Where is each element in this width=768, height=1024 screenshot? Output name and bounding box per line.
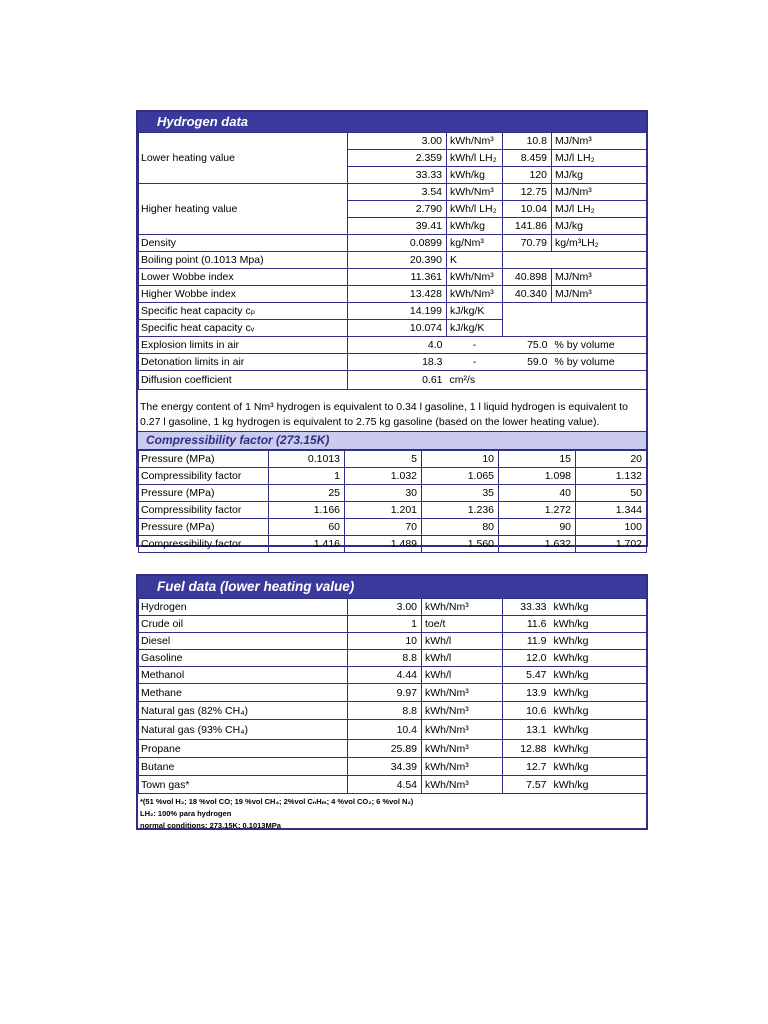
property-value-2: 70.79 (503, 235, 552, 252)
compress-value: 25 (269, 485, 345, 502)
fuel-value: 8.8 (348, 702, 422, 720)
fuel-footnotes (138, 794, 646, 836)
fuel-value-kg: 12.0 (503, 650, 551, 667)
fuel-row (139, 616, 647, 633)
lhv-unit-mj: MJ/kg (552, 167, 647, 184)
fuel-label: Natural gas (82% CH₄) (139, 702, 348, 720)
fuel-unit-kg: kWh/kg (551, 720, 647, 740)
fuel-row (139, 702, 647, 720)
fuel-value: 25.89 (348, 740, 422, 758)
fuel-row (139, 650, 647, 667)
fuel-row (139, 720, 647, 740)
hhv-unit: kWh/Nm³ (447, 184, 503, 201)
compress-value: 1.065 (422, 468, 499, 485)
compress-value: 0.1013 (269, 451, 345, 468)
fuel-row (139, 667, 647, 684)
density-row (139, 235, 647, 252)
detonation-limits-row (139, 354, 647, 371)
compress-value: 40 (499, 485, 576, 502)
compress-label: Pressure (MPa) (139, 519, 269, 536)
fuel-unit-kg: kWh/kg (551, 758, 647, 776)
fuel-value-kg: 33.33 (503, 599, 551, 616)
fuel-unit: toe/t (422, 616, 503, 633)
fuel-unit-kg: kWh/kg (551, 633, 647, 650)
fuel-label: Butane (139, 758, 348, 776)
fuel-unit: kWh/Nm³ (422, 599, 503, 616)
lhv-value: 3.00 (348, 133, 447, 150)
fuel-value-kg: 12.88 (503, 740, 551, 758)
property-unit-2: MJ/Nm³ (552, 286, 647, 303)
property-value: 10.074 (348, 320, 447, 337)
fuel-unit: kWh/Nm³ (422, 776, 503, 794)
lower-wobbe-row (139, 269, 647, 286)
compress-value: 1.272 (499, 502, 576, 519)
fuel-value: 1 (348, 616, 422, 633)
fuel-row (139, 599, 647, 616)
limit-label: Explosion limits in air (139, 337, 348, 354)
property-label: Boiling point (0.1013 Mpa) (139, 252, 348, 269)
compress-label: Compressibility factor (139, 502, 269, 519)
hhv-value-mj: 141.86 (503, 218, 552, 235)
fuel-value: 8.8 (348, 650, 422, 667)
hhv-unit: kWh/l LH₂ (447, 201, 503, 218)
fuel-label: Hydrogen (139, 599, 348, 616)
property-unit-2: kg/m³LH₂ (552, 235, 647, 252)
lhv-value: 2.359 (348, 150, 447, 167)
compress-row (139, 451, 647, 468)
compress-row (139, 502, 647, 519)
higher-wobbe-row (139, 286, 647, 303)
compress-label: Compressibility factor (139, 536, 269, 553)
fuel-label: Gasoline (139, 650, 348, 667)
compress-value: 1.560 (422, 536, 499, 553)
fuel-row (139, 740, 647, 758)
fuel-value: 3.00 (348, 599, 422, 616)
compress-value: 1.201 (345, 502, 422, 519)
compress-value: 70 (345, 519, 422, 536)
property-unit: kJ/kg/K (447, 303, 503, 320)
fuel-label: Town gas* (139, 776, 348, 794)
lhv-unit: kWh/Nm³ (447, 133, 503, 150)
empty-cell (503, 252, 647, 269)
limit-label: Detonation limits in air (139, 354, 348, 371)
hhv-value: 39.41 (348, 218, 447, 235)
fuel-unit-kg: kWh/kg (551, 702, 647, 720)
fuel-value-kg: 10.6 (503, 702, 551, 720)
lhv-unit: kWh/l LH₂ (447, 150, 503, 167)
hhv-value: 2.790 (348, 201, 447, 218)
fuel-unit-kg: kWh/kg (551, 667, 647, 684)
property-unit: kWh/Nm³ (447, 286, 503, 303)
lhv-unit-mj: MJ/Nm³ (552, 133, 647, 150)
fuel-unit: kWh/l (422, 650, 503, 667)
hydrogen-data-title: Hydrogen data (138, 112, 646, 132)
property-unit: kJ/kg/K (447, 320, 503, 337)
compress-value: 1.166 (269, 502, 345, 519)
fuel-unit: kWh/l (422, 667, 503, 684)
fuel-data-panel (136, 574, 648, 830)
compress-value: 30 (345, 485, 422, 502)
fuel-data-title: Fuel data (lower heating value) (138, 576, 646, 598)
compressibility-table (138, 450, 647, 553)
fuel-value-kg: 7.57 (503, 776, 551, 794)
fuel-unit-kg: kWh/kg (551, 650, 647, 667)
fuel-table (138, 598, 647, 794)
compress-label: Pressure (MPa) (139, 485, 269, 502)
hhv-value-mj: 12.75 (503, 184, 552, 201)
compress-value: 1.132 (576, 468, 647, 485)
diffusion-row (139, 371, 647, 390)
property-value-2: 40.898 (503, 269, 552, 286)
fuel-unit-kg: kWh/kg (551, 616, 647, 633)
compress-value: 1.236 (422, 502, 499, 519)
fuel-unit: kWh/Nm³ (422, 684, 503, 702)
fuel-value: 34.39 (348, 758, 422, 776)
lhv-unit-mj: MJ/l LH₂ (552, 150, 647, 167)
limit-unit: % by volume (552, 354, 647, 371)
property-label: Higher Wobbe index (139, 286, 348, 303)
energy-equivalence-note: The energy content of 1 Nm³ hydrogen is equivalent to 0.34 l gasoline, 1 l liquid hydrogen is equivalent to 0.27 l gasoline, 1 kg hydrogen is equivalent to 2.75 kg gasoline (based on the lower heating value). (140, 401, 628, 428)
limit-low: 4.0 (348, 337, 447, 354)
fuel-unit-kg: kWh/kg (551, 776, 647, 794)
property-unit: kg/Nm³ (447, 235, 503, 252)
fuel-label: Methane (139, 684, 348, 702)
hhv-row (139, 184, 647, 201)
compress-value: 50 (576, 485, 647, 502)
lhv-value: 33.33 (348, 167, 447, 184)
compress-value: 1.032 (345, 468, 422, 485)
limit-separator: - (447, 354, 503, 371)
property-value-2: 40.340 (503, 286, 552, 303)
compress-value: 1.702 (576, 536, 647, 553)
property-label: Lower Wobbe index (139, 269, 348, 286)
diffusion-value: 0.61 (348, 371, 447, 390)
fuel-value: 4.54 (348, 776, 422, 794)
empty-cell (503, 303, 647, 320)
fuel-row (139, 633, 647, 650)
fuel-value: 9.97 (348, 684, 422, 702)
compress-value: 20 (576, 451, 647, 468)
lh2-note: LH₂: 100% para hydrogen (140, 809, 232, 818)
hhv-unit-mj: MJ/Nm³ (552, 184, 647, 201)
lhv-value-mj: 10.8 (503, 133, 552, 150)
boiling-point-row (139, 252, 647, 269)
compress-value: 10 (422, 451, 499, 468)
fuel-unit: kWh/Nm³ (422, 740, 503, 758)
lhv-label: Lower heating value (139, 133, 348, 184)
compress-value: 1 (269, 468, 345, 485)
diffusion-label: Diffusion coefficient (139, 371, 348, 390)
fuel-unit: kWh/Nm³ (422, 702, 503, 720)
explosion-limits-row (139, 337, 647, 354)
compress-value: 35 (422, 485, 499, 502)
fuel-value-kg: 13.9 (503, 684, 551, 702)
fuel-unit: kWh/Nm³ (422, 758, 503, 776)
fuel-value-kg: 12.7 (503, 758, 551, 776)
hhv-unit: kWh/kg (447, 218, 503, 235)
compress-value: 1.632 (499, 536, 576, 553)
fuel-row (139, 684, 647, 702)
limit-unit: % by volume (552, 337, 647, 354)
compress-label: Compressibility factor (139, 468, 269, 485)
property-value: 13.428 (348, 286, 447, 303)
compress-value: 1.098 (499, 468, 576, 485)
property-value: 14.199 (348, 303, 447, 320)
fuel-unit-kg: kWh/kg (551, 684, 647, 702)
compress-row (139, 485, 647, 502)
cv-row (139, 320, 647, 337)
fuel-value-kg: 5.47 (503, 667, 551, 684)
property-unit: kWh/Nm³ (447, 269, 503, 286)
lhv-unit: kWh/kg (447, 167, 503, 184)
compress-value: 60 (269, 519, 345, 536)
fuel-unit-kg: kWh/kg (551, 740, 647, 758)
hhv-value-mj: 10.04 (503, 201, 552, 218)
compress-value: 1.344 (576, 502, 647, 519)
limit-low: 18.3 (348, 354, 447, 371)
fuel-value: 10.4 (348, 720, 422, 740)
hhv-unit-mj: MJ/l LH₂ (552, 201, 647, 218)
compress-value: 1.416 (269, 536, 345, 553)
lhv-row (139, 133, 647, 150)
compress-row (139, 468, 647, 485)
compress-value: 15 (499, 451, 576, 468)
fuel-label: Propane (139, 740, 348, 758)
property-value: 0.0899 (348, 235, 447, 252)
fuel-label: Methanol (139, 667, 348, 684)
property-unit: K (447, 252, 503, 269)
fuel-value: 4.44 (348, 667, 422, 684)
property-label: Density (139, 235, 348, 252)
property-value: 11.361 (348, 269, 447, 286)
property-label: Specific heat capacity cₚ (139, 303, 348, 320)
hydrogen-properties-table (138, 132, 647, 390)
hhv-value: 3.54 (348, 184, 447, 201)
hhv-unit-mj: MJ/kg (552, 218, 647, 235)
normal-conditions-note: normal conditions: 273.15K; 0.1013MPa (140, 821, 281, 830)
fuel-label: Crude oil (139, 616, 348, 633)
compress-value: 80 (422, 519, 499, 536)
compress-value: 5 (345, 451, 422, 468)
hydrogen-data-panel (136, 110, 648, 550)
limit-high: 75.0 (503, 337, 552, 354)
fuel-value-kg: 11.6 (503, 616, 551, 633)
lhv-value-mj: 120 (503, 167, 552, 184)
property-value: 20.390 (348, 252, 447, 269)
compress-value: 90 (499, 519, 576, 536)
compress-row (139, 536, 647, 553)
fuel-label: Natural gas (93% CH₄) (139, 720, 348, 740)
compressibility-title: Compressibility factor (273.15K) (138, 431, 646, 450)
compress-row (139, 519, 647, 536)
hhv-label: Higher heating value (139, 184, 348, 235)
property-unit-2: MJ/Nm³ (552, 269, 647, 286)
town-gas-composition-note: *(51 %vol H₂; 18 %vol CO; 19 %vol CH₄; 2%vol CₙHₘ; 4 %vol CO₂; 6 %vol N₂) (140, 797, 414, 806)
limit-separator: - (447, 337, 503, 354)
limit-high: 59.0 (503, 354, 552, 371)
property-label: Specific heat capacity cᵥ (139, 320, 348, 337)
fuel-value: 10 (348, 633, 422, 650)
fuel-unit: kWh/Nm³ (422, 720, 503, 740)
cp-row (139, 303, 647, 320)
fuel-row (139, 758, 647, 776)
fuel-value-kg: 13.1 (503, 720, 551, 740)
fuel-unit-kg: kWh/kg (551, 599, 647, 616)
compress-label: Pressure (MPa) (139, 451, 269, 468)
lhv-value-mj: 8.459 (503, 150, 552, 167)
fuel-unit: kWh/l (422, 633, 503, 650)
empty-cell (503, 320, 647, 337)
fuel-label: Diesel (139, 633, 348, 650)
fuel-row (139, 776, 647, 794)
fuel-value-kg: 11.9 (503, 633, 551, 650)
diffusion-unit: cm²/s (447, 371, 647, 390)
compress-value: 100 (576, 519, 647, 536)
compress-value: 1.489 (345, 536, 422, 553)
